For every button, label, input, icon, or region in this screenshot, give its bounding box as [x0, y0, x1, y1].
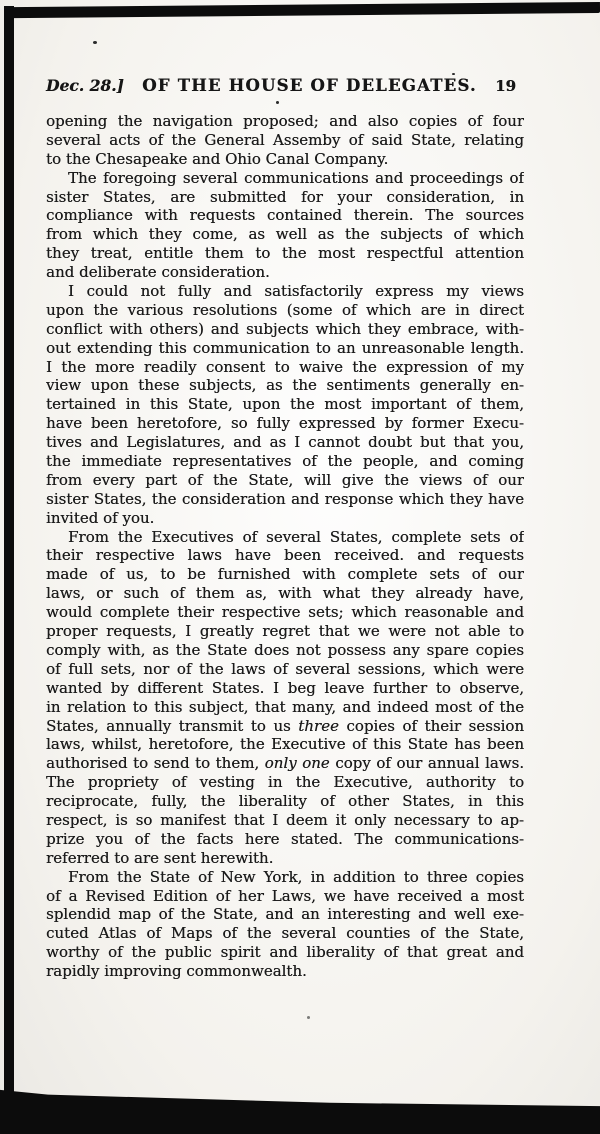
text-line: The foregoing several communications and proceedings of — [68, 168, 524, 187]
paragraph — [46, 282, 524, 528]
page-number: 19 — [495, 77, 516, 95]
text-line: tertained in this State, upon the most important of them, — [46, 395, 524, 414]
scan-border-left — [4, 6, 14, 1094]
text-line: would complete their respective sets; which reasonable and — [46, 603, 524, 622]
ink-speck — [452, 73, 455, 75]
text-line: sister States, are submitted for your consideration, in — [46, 187, 524, 206]
text-line: conflict with others) and subjects which they embrace, with- — [46, 319, 524, 338]
ink-speck — [93, 41, 97, 44]
text-line: laws, or such of them as, with what they already have, — [46, 584, 524, 603]
text-line: have been heretofore, so fully expressed by former Execu- — [46, 414, 524, 433]
text-line: view upon these subjects, as the sentiments generally en- — [46, 376, 524, 395]
text-line: From the Executives of several States, complete sets of — [68, 527, 524, 546]
text-line: their respective laws have been received. and requests — [46, 546, 524, 565]
text-line: tives and Legislatures, and as I cannot doubt but that you, — [46, 433, 524, 452]
text-line: prize you of the facts here stated. The communications- — [46, 829, 524, 848]
text-line: I the more readily consent to waive the expression of my — [46, 357, 524, 376]
text-line: States, annually transmit to us three copies of their session — [46, 716, 524, 735]
paragraph — [46, 169, 524, 282]
text-line: authorised to send to them, only one copy of our annual laws. — [46, 754, 524, 773]
text-line: invited of you. — [46, 508, 155, 527]
paragraph — [46, 112, 524, 169]
text-line: sister States, the consideration and response which they have — [46, 489, 524, 508]
text-line: compliance with requests contained therein. The sources — [46, 206, 524, 225]
text-line: wanted by different States. I beg leave further to observe, — [46, 678, 524, 697]
text-line: and deliberate consideration. — [46, 263, 270, 282]
text-line: respect, is so manifest that I deem it only necessary to ap- — [46, 810, 524, 829]
text-line: of a Revised Edition of her Laws, we have received a most — [46, 886, 524, 905]
text-line: from which they come, as well as the subjects of which — [46, 225, 524, 244]
text-line: From the State of New York, in addition to three copies — [68, 867, 524, 886]
text-line: referred to are sent herewith. — [46, 848, 274, 867]
text-line: I could not fully and satisfactorily express my views — [68, 282, 524, 301]
text-line: made of us, to be furnished with complete sets of our — [46, 565, 524, 584]
text-line: out extending this communication to an unreasonable length. — [46, 338, 524, 357]
page-header — [46, 76, 524, 102]
text-line: of full sets, nor of the laws of several sessions, which were — [46, 659, 524, 678]
text-line: from every part of the State, will give the views of our — [46, 470, 524, 489]
paragraph — [46, 868, 524, 981]
text-line: several acts of the General Assemby of said State, relating — [46, 130, 524, 149]
text-line: they treat, entitle them to the most respectful attention — [46, 244, 524, 263]
text-line: to the Chesapeake and Ohio Canal Company. — [46, 149, 389, 168]
text-line: the immediate representatives of the people, and coming — [46, 452, 524, 471]
text-line: opening the navigation proposed; and also copies of four — [46, 112, 524, 130]
ink-speck — [307, 1016, 310, 1019]
text-line: reciprocate, fully, the liberality of other States, in this — [46, 792, 524, 811]
text-line: comply with, as the State does not possess any spare copies — [46, 640, 524, 659]
text-line: proper requests, I greatly regret that we were not able to — [46, 622, 524, 641]
text-line: The propriety of vesting in the Executive, authority to — [46, 773, 524, 792]
paragraph — [46, 528, 524, 868]
page-body — [46, 112, 524, 981]
text-line: cuted Atlas of Maps of the several counties of the State, — [46, 924, 524, 943]
text-line: laws, whilst, heretofore, the Executive of this State has been — [46, 735, 524, 754]
text-line: rapidly improving commonwealth. — [46, 962, 307, 981]
text-line: splendid map of the State, and an interesting and well exe- — [46, 905, 524, 924]
text-line: upon the various resolutions (some of which are in direct — [46, 300, 524, 319]
page-title: OF THE HOUSE OF DELEGATES. — [142, 76, 477, 95]
header-date-label: Dec. 28.] — [46, 76, 124, 95]
text-line: in relation to this subject, that many, and indeed most of the — [46, 697, 524, 716]
text-line: worthy of the public spirit and liberality of that great and — [46, 943, 524, 962]
